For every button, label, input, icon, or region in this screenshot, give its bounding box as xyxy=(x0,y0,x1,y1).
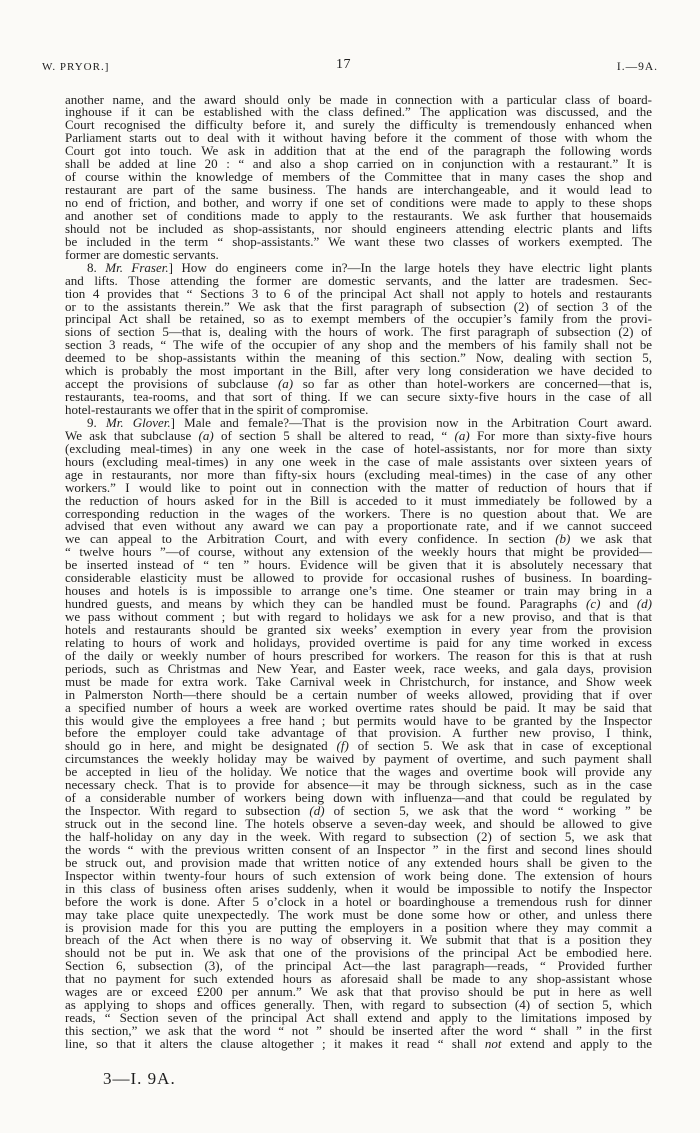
paragraph xyxy=(65,259,653,417)
text-line: (excluding meal-times) in any one week in the case of hotel-assistants, nor for more than sixty xyxy=(65,440,652,456)
italic-text: (d) xyxy=(636,596,652,612)
text-line: Court got into touch. We ask in addition that at the end of the paragraph the following words xyxy=(65,143,652,159)
text-line: periods, such as Christmas and New Year, and Easter week, race weeks, and gala days, provision xyxy=(65,660,652,676)
text-run: hundred guests, and means by which they can be handled must be found. Paragraphs xyxy=(65,596,587,612)
text-run: so far as other than hotel-workers are concerned—that is, xyxy=(293,376,652,392)
italic-text: (d) xyxy=(309,803,325,819)
text-line: considerable elasticity must be allowed to provide for occasional rushes of business. In boarding- xyxy=(65,570,652,586)
text-line: this section,” we ask that the word “ not ” should be inserted after the word “ shall ” in the first xyxy=(65,1023,652,1038)
text-line: this would give the employees a free hand ; but permits would have to be granted by the Inspector xyxy=(65,712,652,728)
text-line: Court recognised the difficulty before it, and surely the difficulty is tremendously enhanced when xyxy=(65,117,652,133)
text-line: principal Act shall be retained, so as to exempt members of the occupier’s family from the provi- xyxy=(65,311,652,327)
text-line: restaurants, tea-rooms, and that sort of thing. If we can secure sixty-five hours in the case of all xyxy=(65,389,652,405)
text-line: restaurant are part of the same business. The hands are interchangeable, and it would lead to xyxy=(65,182,652,198)
text-line: be included in the term “ shop-assistants.” We want these two classes of workers exempted. The xyxy=(65,233,652,249)
text-line: necessary check. That is to provide for absence—it may be through sickness, such as in the case xyxy=(65,777,652,793)
text-line: “ twelve hours ”—of course, without any extension of the weekly hours that might be provided— xyxy=(65,544,652,560)
text-line: be struck out, and provision made that written notice of any extended hours shall be given to the xyxy=(65,854,652,870)
text-line: inghouse if it can be established with the class defined.” The application was discussed, and the xyxy=(65,104,652,120)
text-run: accept the provisions of subclause xyxy=(65,376,278,392)
text-line: before the employer could take advantage of that provision. A further new proviso, I think, xyxy=(65,725,652,741)
text-line: deemed to be shop-assistants within the meaning of this section.” Now, dealing with section 5, xyxy=(65,350,652,366)
text-line: wages are or exceed £200 per annum.” We ask that that proviso should be put in here as well xyxy=(65,984,652,1000)
text-run: we can appeal to the Arbitration Court, and with every confidence. In section xyxy=(65,531,556,547)
text-line: the reduction of hours asked for in the Bill is acceded to it must immediately be followed by a xyxy=(65,492,652,508)
text-line: sions of section 5—that is, dealing with the hours of work. The first paragraph of subsection (2) of xyxy=(65,324,652,340)
text-run: extend and apply to the xyxy=(501,1035,652,1051)
running-head-witness: W. PRYOR.] xyxy=(42,61,110,73)
italic-text: (a) xyxy=(277,376,294,392)
text-line: section 3 reads, “ The wife of the occupier of any shop and the members of his family shall not be xyxy=(65,337,652,353)
text-run: For more than sixty-five hours xyxy=(469,427,652,443)
text-line: circumstances the weekly holiday may be waived by payment of overtime, and such payment shall xyxy=(65,751,652,767)
text-line xyxy=(65,1035,652,1051)
text-line: corresponding reduction in the wages of the workers. There is no question about that. We are xyxy=(65,505,652,521)
text-run: of section 5. We ask that in case of exceptional xyxy=(348,738,653,754)
italic-text: (f) xyxy=(336,738,349,754)
text-line: no end of friction, and bother, and worry if one set of conditions were made to apply to these shops xyxy=(65,195,652,210)
italic-text: Mr. Fraser. xyxy=(105,259,169,275)
text-line: hotel-restaurants we offer that in the spirit of compromise. xyxy=(65,402,369,417)
text-line: should not be included as shop-assistants, nor should engineers attending electric plants and lifts xyxy=(65,220,652,236)
text-run: line, so that it alters the clause altogether ; it makes it read “ shall xyxy=(65,1035,485,1051)
paragraph xyxy=(65,91,652,262)
text-line: struck out in the second line. The hotels observe a seven-day week, and should be allowed to give xyxy=(65,816,652,831)
text-run: 8. xyxy=(87,259,106,275)
text-run: and xyxy=(600,596,637,612)
text-run: 9. xyxy=(87,414,106,430)
text-line: houses and hotels is is impossible to arrange one’s time. One steamer or train may bring in a xyxy=(65,583,652,599)
text-line: of the daily or weekly number of hours prescribed for workers. The reason for this is that at rush xyxy=(65,647,652,663)
text-line: another name, and the award should only be made in connection with a particular class of board- xyxy=(65,91,652,107)
text-line: breach of the Act when there is no way of observing it. We submit that that is a position they xyxy=(65,932,652,948)
text-run: we ask that xyxy=(570,531,652,547)
text-line: of a considerable number of workers being down with influenza—and that could be regulated by xyxy=(65,790,652,806)
text-line: former are domestic servants. xyxy=(65,246,219,262)
text-line: the half-holiday on any day in the week. With regard to subsection (2) of section 5, we ask that xyxy=(65,828,652,844)
page-number: 17 xyxy=(336,57,351,72)
text-line: and lifts. Those attending the former are domestic servants, and the latter are tradesmen. Sec- xyxy=(65,272,652,288)
text-line: is provision made for this you are putting the employers in a position where they may commit a xyxy=(65,919,652,935)
text-line: may take place quite unexpectedly. The work must be done some how or other, and unless there xyxy=(65,906,652,922)
text-line: that no payment for such extended hours as aforesaid shall be made to any shop-assistant whose xyxy=(65,971,652,987)
text-line: and another set of conditions made to apply to the restaurants. We ask further that housemaids xyxy=(65,207,652,223)
text-run: of section 5, we ask that the word “ working ” be xyxy=(324,803,653,819)
italic-text: (c) xyxy=(586,596,601,612)
text-line: of course within the knowledge of members of the Committee that in many cases the shop and xyxy=(65,169,652,185)
italic-text: Mr. Glover. xyxy=(105,414,171,430)
text-run: We ask that subclause xyxy=(65,427,199,443)
italic-text: (a) xyxy=(198,427,214,443)
text-run: ] Male and female?—That is the provision now in the Arbitration Court award. xyxy=(170,414,652,430)
text-line: should not be put in. We ask that one of the provisions of the principal Act be embodied here. xyxy=(65,945,652,961)
text-line: reads, “ Section seven of the principal Act shall extend and apply to the limitations imposed by xyxy=(65,1010,652,1026)
text-run: should go in here, and might be designated xyxy=(65,738,337,754)
text-run: ] How do engineers come in?—In the large hotels they have electric light plants xyxy=(168,259,653,275)
text-line: must be made for extra work. Take Carnival week in Christchurch, for instance, and Show week xyxy=(65,673,652,689)
text-line: tion 4 provides that “ Sections 3 to 6 of the principal Act shall not apply to hotels and restaurants xyxy=(65,285,652,301)
running-head-reference: I.—9A. xyxy=(616,61,658,73)
text-line: Section 6, subsection (3), of the principal Act—the last paragraph—reads, “ Provided further xyxy=(65,958,652,974)
text-line: Parliament starts out to deal with it without having before it the comment of those with whom the xyxy=(65,130,652,146)
text-line: be accepted in lieu of the holiday. We notice that the wages and overtime book will provide any xyxy=(65,764,652,780)
text-line: shall be added at line 20 : “ and also a shop carried on in conjunction with a restaurant.” It is xyxy=(65,156,652,172)
text-line: as applying to shops and offices generally. Then, with regard to subsection (4) of section 5, which xyxy=(65,997,652,1013)
italic-text: not xyxy=(484,1035,502,1051)
text-line: hotels and restaurants should be granted six weeks’ exemption in every year from the provision xyxy=(65,621,652,637)
text-run: the Inspector. With regard to subsection xyxy=(65,803,310,819)
text-line: be inserted instead of “ ten ” hours. Evidence will be given that it is absolutely necessary that xyxy=(65,557,652,573)
text-line: relating to hours of work and holidays, provided overtime is paid for any time worked in excess xyxy=(65,634,652,650)
text-line: before the work is done. After 5 o’clock in a hotel or boardinghouse a tremendous rush for dinner xyxy=(65,893,652,909)
text-run: of section 5 shall be altered to read, “ xyxy=(213,427,455,443)
text-line: age in restaurants, nor more than fifty-six hours (excluding meal-times) in the case of any other xyxy=(65,466,652,482)
body-text xyxy=(65,91,653,1051)
text-line: in this class of business often arises suddenly, when it would be impossible to notify the Inspector xyxy=(65,880,652,896)
text-line: we pass without comment ; but with regard to holidays we ask for a new proviso, and that is that xyxy=(65,609,652,624)
italic-text: (a) xyxy=(454,427,470,443)
text-line: the words “ with the previous written consent of an Inspector ” in the first and second lines should xyxy=(65,841,652,857)
text-line: hours (excluding meal-times) in any one week in the case of male assistants over sixteen years of xyxy=(65,453,652,469)
text-line: advised that even without any award we can pay a proportionate rate, and if we cannot succeed xyxy=(65,518,652,534)
signature-mark: 3—I. 9A. xyxy=(103,1069,176,1088)
text-line: in Palmerston North—there should be a certain number of weeks allowed, providing that if over xyxy=(65,686,652,702)
text-line: which is probably the most important in the Bill, after very long consideration we have decided to xyxy=(65,363,652,379)
paragraph xyxy=(65,414,653,1051)
text-line: or to the assistants therein.” We ask that the first paragraph of subsection (2) of section 3 of the xyxy=(65,298,652,314)
italic-text: (b) xyxy=(555,531,571,547)
text-line: workers.” I would like to point out in connection with the matter of reduction of hours that if xyxy=(65,479,652,495)
text-line: Inspector within twenty-four hours of such extension of work being done. The extension of hours xyxy=(65,867,652,883)
text-line: a specified number of hours a week are worked overtime rates should be paid. It may be said that xyxy=(65,699,652,715)
